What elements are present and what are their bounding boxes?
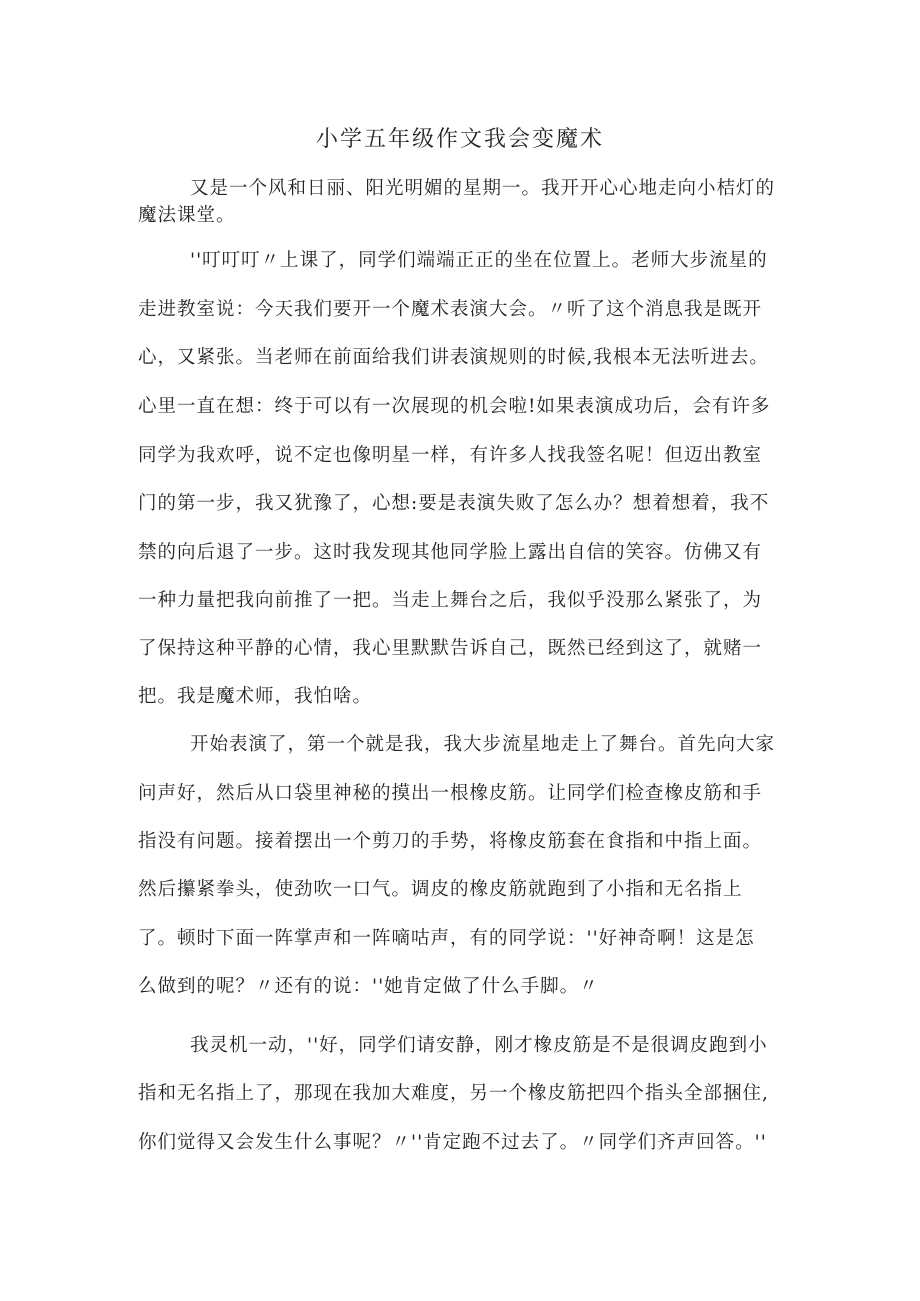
paragraph-line: 开始表演了，第一个就是我，我大步流星地走上了舞台。首先向大家 (190, 734, 776, 755)
paragraph-line: 一种力量把我向前推了一把。当走上舞台之后，我似乎没那么紧张了，为 (138, 590, 763, 611)
paragraph-line: 禁的向后退了一步。这时我发现其他同学脸上露出自信的笑容。仿佛又有 (138, 542, 763, 563)
paragraph-line: 你们觉得又会发生什么事呢？〃''肯定跑不过去了。〃同学们齐声回答。'' (138, 1132, 767, 1153)
paragraph-line: 心里一直在想：终于可以有一次展现的机会啦!如果表演成功后，会有许多 (138, 396, 771, 417)
paragraph-line: 了。顿时下面一阵掌声和一阵嘀咕声，有的同学说：''好神奇啊！这是怎 (138, 928, 755, 949)
paragraph-line: 门的第一步，我又犹豫了，心想:要是表演失败了怎么办？想着想着，我不 (138, 493, 770, 514)
paragraph-line: ''叮叮叮〃上课了，同学们端端正正的坐在位置上。老师大步流星的 (190, 250, 768, 271)
paragraph-line: 走进教室说：今天我们要开一个魔术表演大会。〃听了这个消息我是既开 (138, 299, 763, 320)
paragraph-line: 把。我是魔术师，我怕啥。 (138, 686, 373, 707)
paragraph-line: 心，又紧张。当老师在前面给我们讲表演规则的时候,我根本无法听进去。 (138, 347, 769, 368)
paragraph-line: 么做到的呢？〃还有的说：''她肯定做了什么手脚。〃 (138, 976, 599, 997)
paragraph-line: 又是一个风和日丽、阳光明媚的星期一。我开开心心地走向小桔灯的 (190, 178, 776, 199)
paragraph-line: 然后攥紧拳头，使劲吹一口气。调皮的橡皮筋就跑到了小指和无名指上 (138, 879, 743, 900)
document-title: 小学五年级作文我会变魔术 (315, 127, 604, 152)
paragraph-line: 魔法课堂。 (138, 205, 236, 226)
paragraph-line: 指和无名指上了，那现在我加大难度，另一个橡皮筋把四个指头全部捆住, (138, 1083, 769, 1104)
paragraph-line: 指没有问题。接着摆出一个剪刀的手势，将橡皮筋套在食指和中指上面。 (138, 831, 763, 852)
paragraph-line: 问声好，然后从口袋里神秘的摸出一根橡皮筋。让同学们检查橡皮筋和手 (138, 783, 763, 804)
paragraph-line: 了保持这种平静的心情，我心里默默告诉自己，既然已经到这了，就赌一 (138, 638, 763, 659)
paragraph-line: 同学为我欢呼，说不定也像明星一样，有许多人找我签名呢！但迈出教室 (138, 445, 763, 466)
paragraph-line: 我灵机一动，''好，同学们请安静，刚才橡皮筋是不是很调皮跑到小 (190, 1035, 768, 1056)
